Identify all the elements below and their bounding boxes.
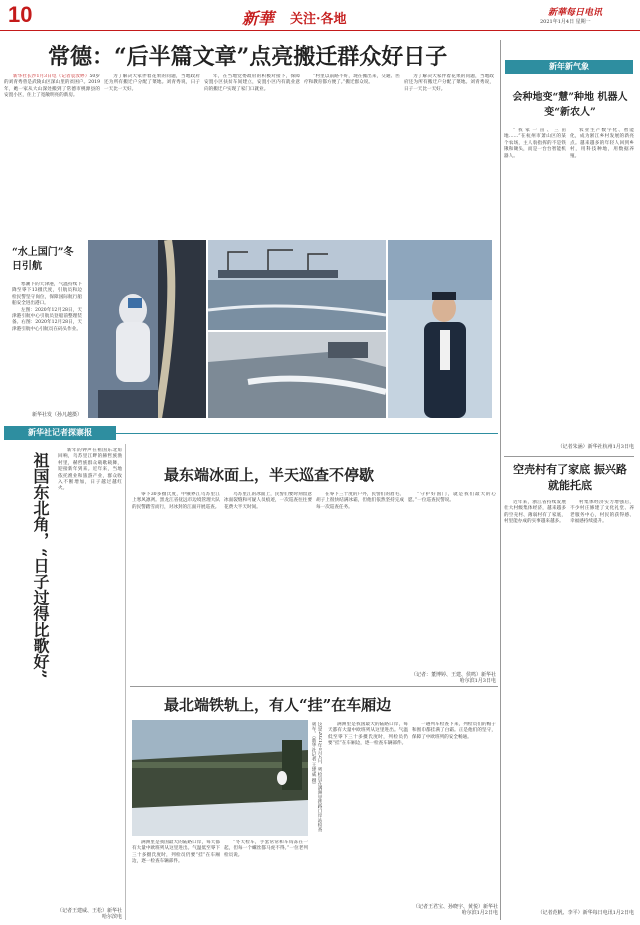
- masthead: 新華每日电讯: [548, 8, 603, 18]
- right-article-1-col1: “我家一亩、三亩地……”在杭州市萧山区的某个农场，主人翁指挥的不是铁锹和锄头，而是一台台智能机器人。: [504, 128, 566, 159]
- story3-headline: 最北端铁轨上，有人“挂”在车厢边: [164, 696, 392, 714]
- right-article-2-signature: （记者范帆、李平）新华每日电讯1月2日电: [537, 910, 634, 916]
- main-article-col1: 新华社长沙1月3日电（记者袁汝婷）50岁的刘青秀曾是武陵山区深山里的贫困户。2019年，她一家从大山深处搬到了常德市桃源县的安置小区，住上了宽敞明亮的新房。: [4, 74, 100, 99]
- right-article-1-col2: 农业生产数字化、智能化，成为浙江乡村发展的新亮点。越来越多的年轻人回到乡村，用科技种地，用数据养殖。: [570, 128, 634, 159]
- photo-pilot-rope: [88, 240, 206, 418]
- right-article-2-col1: 近年来，浙江省持续发展壮大村级集体经济，越来越多的空壳村、薄弱村有了家底，村里能办成的实事越来越多。: [504, 500, 566, 525]
- right-article-1-signature: （记者朱涵）新华社杭州1月3日电: [557, 444, 634, 450]
- section-top-rule: [116, 433, 498, 434]
- right-divider-rule: [504, 456, 634, 457]
- story2-col4: “守护好国门，就是我们最大的心愿。”一位巡查民警说。: [408, 492, 496, 504]
- main-headline: 常德：“后半篇文章”点亮搬迁群众好日子: [48, 44, 448, 70]
- pilot-rope-illustration: [88, 240, 206, 418]
- main-article-col4: “村里以前路不好，现在搬出来，交通、医疗和教育都方便了。”搬迁群众说。: [304, 74, 400, 86]
- right-headline-1: 会种地变“慧”种地 机器人变“新农人”: [512, 92, 628, 118]
- story2-signature: （记者：董博婷、王建、侯鸣）新华社哈尔滨1月3日电: [410, 672, 496, 684]
- banner-new-year: [505, 60, 633, 74]
- port-illustration: [208, 240, 386, 330]
- story3-signature: （记者王君宝、孙晓宇、黄悦）新华社哈尔滨1月2日电: [412, 904, 498, 916]
- photo-credit: 新华社发（孙凡越摄）: [31, 412, 82, 418]
- right-article-2-col2: 村集体经济实力增强后，不少村庄修建了文化礼堂、养老服务中心，村民的获得感、幸福感持续提升。: [570, 500, 634, 525]
- photo-train: [132, 720, 308, 836]
- photo-ship: [208, 332, 386, 418]
- story3-col3: 满洲里是我国最大的陆路口岸，每天都有大量中欧班列从这里进出。气温低至零下三十多摄氏度时，列检员仍要“挂”在车厢边，逐一检查车辆部件。: [328, 722, 408, 747]
- section-brand: 新華: [242, 9, 275, 28]
- photo-officer: [388, 240, 492, 418]
- main-article-col2: 为了解决大家伴着花果的问题，当地政府还为所有搬迁户分配了菜地。刘青秀说，日子一天比一天好。: [104, 74, 200, 92]
- story2-col3: 在零下三十度的户外，民警们的眉毛、胡子上很快结满冰霜，但他们依然坚持完成每一次巡查任务。: [316, 492, 404, 510]
- section-title: 关注·各地: [290, 12, 347, 27]
- vertical-photo-caption: 这是2021年1月2日，列检员在满洲里铁路口岸站检查列车。（新华社记者 王建威 摄）: [311, 722, 322, 832]
- left-story-divider: [125, 444, 126, 920]
- right-headline-2: 空壳村有了家底 振兴路就能托底: [513, 463, 627, 492]
- story2-col1: 零下30多摄氏度，中俄界江乌苏里江上寒风凛冽。黑龙江省抚远市边境管理大队的民警踏雪而行，对冰封的江面开展巡查。: [132, 492, 220, 510]
- train-illustration: [132, 720, 308, 836]
- reporter-banner-label: 新华社记者探寨报: [28, 428, 92, 437]
- reporter-banner: [4, 426, 116, 440]
- photo-port: [208, 240, 386, 330]
- header-rule: [0, 30, 640, 31]
- vertical-story-signature: （记者王建威、王松）新华社哈尔滨电: [56, 908, 122, 920]
- officer-illustration: [388, 240, 492, 418]
- story3-col1: 满洲里是我国最大的陆路口岸，每天都有大量中欧班列从这里进出。气温低至零下三十多摄氏度时，列检员仍要“挂”在车厢边，逐一检查车辆部件。: [132, 840, 220, 865]
- date-line: 2021年1月4日 星期一: [540, 19, 591, 25]
- right-column-divider: [500, 40, 501, 920]
- story-divider-rule: [130, 686, 498, 687]
- story3-col2: “冬天检车，手套常常和车钩冻在一起，但每一个螺丝都马虎不得。”一位老列检员说。: [224, 840, 308, 858]
- page-number: 10: [8, 2, 33, 27]
- photo-caption-title: “水上国门”冬日引航: [12, 247, 74, 272]
- photo-caption-body: 寒潮下的天津港，气温持续下降至零下13摄氏度，引航员和边检民警坚守岗位，保障国际航行船舶安全进出港口。 左图：2020年12月28日，天津港引航中心引航员登船前整理装备。右图：2020年12月28日，天津港引航中心引航员在码头作业。: [12, 282, 82, 332]
- story2-col2: 乌苏里江的冰面上，民警们要时刻留意冰面裂缝和可疑人员痕迹，一次巡查往往要花费大半天时间。: [224, 492, 312, 510]
- vertical-headline: 祖国东北角，“日子过得比歌好”: [31, 452, 50, 679]
- main-article-col3: 年，在当地党委政府的积极对接下，保障安置小区扶贫车间建立，安置小区内有就业意向的搬迁户实现了家门口就业。: [204, 74, 300, 92]
- story3-col4: 一趟列车检查下来，列检员们的帽子和围巾都挂满了白霜。正是他们的坚守，保障了中欧班列的安全畅通。: [412, 722, 496, 740]
- main-article-col5: 为了解决大家伴着花果的问题，当地政府还为所有搬迁户分配了菜地。刘青秀说，日子一天比一天好。: [404, 74, 494, 92]
- vertical-story-text: 新年的钟声在祖国东北角回响，乌苏里江畔的赫哲族渔村里，赫哲族群众载歌载舞，迎接新年到来。近年来，当地依托渔业和旅游产业，群众收入不断增加，日子越过越红火。: [58, 448, 122, 492]
- banner-new-year-label: 新年新气象: [549, 62, 589, 71]
- ship-illustration: [208, 332, 386, 418]
- story2-headline: 最东端冰面上，半天巡查不停歇: [164, 466, 375, 484]
